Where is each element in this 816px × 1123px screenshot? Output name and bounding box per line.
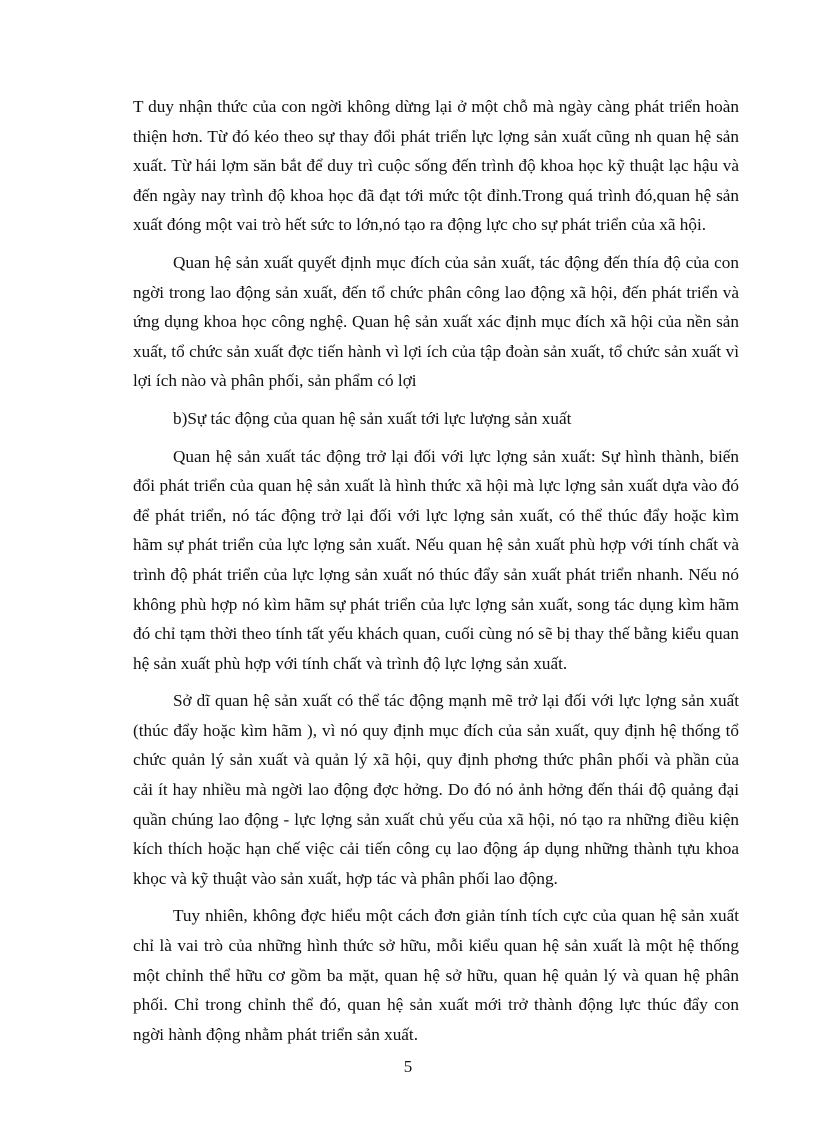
section-paragraph-3: Tuy nhiên, không đợc hiểu một cách đơn giản tính tích cực của quan hệ sản xuất chỉ là vai trò của những hình thức sở hữu, mỗi kiểu quan hệ sản xuất là một hệ thống một chỉnh thể hữu cơ gồm ba mặt, quan hệ sở hữu, quan hệ quản lý và quan hệ phân phối. Chỉ trong chỉnh thể đó, quan hệ sản xuất mới trở thành động lực thúc đẩy con ngời hành động nhằm phát triển sản xuất. [133, 906, 739, 1044]
document-page [133, 92, 739, 1049]
intro-paragraph-1: T duy nhận thức của con ngời không dừng lại ở một chỗ mà ngày càng phát triển hoàn thiện hơn. Từ đó kéo theo sự thay đổi phát triển lực lợng sản xuất cũng nh quan hệ sản xuất. Từ hái lợm săn bắt để duy trì cuộc sống đến trình độ khoa học kỹ thuật lạc hậu và đến ngày nay trình độ khoa học đã đạt tới mức tột đỉnh.Trong quá trình đó,quan hệ sản xuất đóng một vai trò hết sức to lớn,nó tạo ra động lực cho sự phát triển của xã hội. [133, 97, 739, 235]
section-paragraph-2: Sở dĩ quan hệ sản xuất có thể tác động mạnh mẽ trở lại đối với lực lợng sản xuất (thúc đẩy hoặc kìm hãm ), vì nó quy định mục đích của sản xuất, quy định hệ thống tổ chức quản lý sản xuất và quản lý xã hội, quy định phơng thức phân phối và phần của cải ít hay nhiều mà ngời lao động đợc hởng. Do đó nó ảnh hởng đến thái độ quảng đại quần chúng lao động - lực lợng sản xuất chủ yếu của xã hội, nó tạo ra những điều kiện kích thích hoặc hạn chế việc cải tiến công cụ lao động áp dụng những thành tựu khoa khọc và kỹ thuật vào sản xuất, hợp tác và phân phối lao động. [133, 691, 739, 888]
intro-paragraph-2: Quan hệ sản xuất quyết định mục đích của sản xuất, tác động đến thía độ của con ngời trong lao động sản xuất, đến tổ chức phân công lao động xã hội, đến phát triển và ứng dụng khoa học công nghệ. Quan hệ sản xuất xác định mục đích xã hội của nền sản xuất, tổ chức sản xuất đợc tiến hành vì lợi ích của tập đoàn sản xuất, tổ chức sản xuất vì lợi ích nào và phân phối, sản phẩm có lợi [133, 252, 739, 391]
section-heading: b)Sự tác động của quan hệ sản xuất tới lực lượng sản xuất [173, 408, 572, 428]
section-paragraph-1: Quan hệ sản xuất tác động trở lại đối với lực lợng sản xuất: Sự hình thành, biến đổi phát triển của quan hệ sản xuất là hình thức xã hội mà lực lợng sản xuất dựa vào đó để phát triển, nó tác động trở lại đối với lực lợng sản xuất, có thể thúc đẩy hoặc kìm hãm sự phát triển của lực lợng sản xuất. Nếu quan hệ sản xuất phù hợp với tính chất và trình độ phát triển của lực lợng sản xuất nó thúc đẩy sản xuất phát triển nhanh. Nếu nó không phù hợp nó kìm hãm sự phát triển của lực lợng sản xuất, song tác dụng kìm hãm đó chỉ tạm thời theo tính tất yếu khách quan, cuối cùng nó sẽ bị thay thế bằng kiểu quan hệ sản xuất phù hợp với tính chất và trình độ lực lợng sản xuất. [133, 446, 739, 673]
page-number: 5 [403, 1057, 413, 1076]
